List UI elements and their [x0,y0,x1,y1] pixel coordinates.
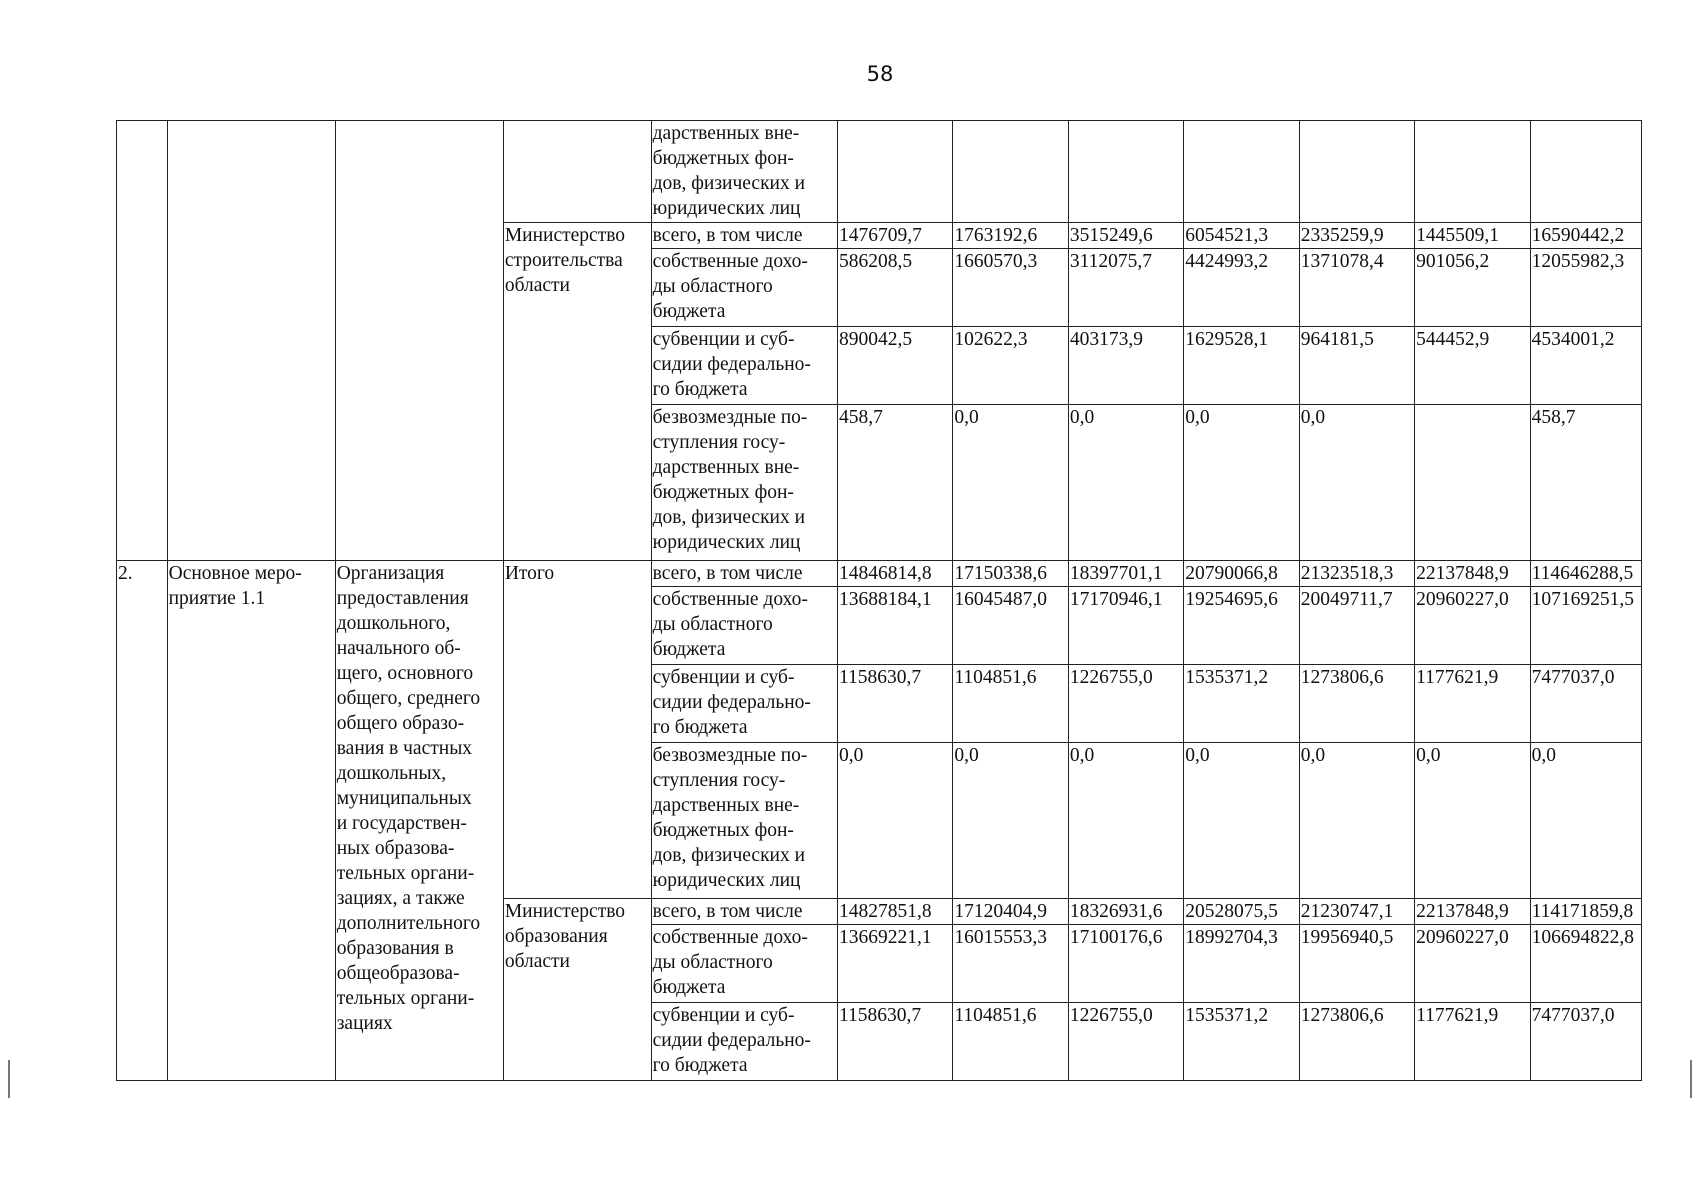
value-cell: 21323518,3 [1299,561,1414,587]
item-description-line: зациях [336,1013,393,1034]
source-cell [651,587,837,665]
value-cell: 17170946,1 [1068,587,1183,665]
value-cell [837,121,952,223]
value-cell: 1629528,1 [1184,327,1299,405]
source-cell-line: го бюджета [652,379,748,400]
executor-ministry-construction-line: Министерство [504,225,626,246]
item-description-line: предоставления [336,588,469,609]
value-cell: 6054521,3 [1184,223,1299,249]
source-cell-line: юридических лиц [652,198,801,219]
source-cell-line: сидии федерально- [652,692,811,713]
value-cell: 17100176,6 [1068,925,1183,1003]
number-cell [117,121,168,561]
executor-ministry-construction-line: строительства [504,250,623,271]
value-cell: 1273806,6 [1299,1003,1414,1081]
value-cell: 3112075,7 [1068,249,1183,327]
value-cell: 102622,3 [953,327,1068,405]
value-cell: 18326931,6 [1068,899,1183,925]
value-cell: 14827851,8 [837,899,952,925]
source-cell-line: субвенции и суб- [652,329,795,350]
value-cell: 16045487,0 [953,587,1068,665]
source-cell-line: бюджетных фон- [652,820,794,841]
value-cell: 1226755,0 [1068,665,1183,743]
executor-ministry-education-line: области [504,951,570,972]
value-cell: 1158630,7 [837,665,952,743]
source-cell-line: бюджетных фон- [652,482,794,503]
value-cell: 1177621,9 [1415,1003,1530,1081]
value-cell: 0,0 [1299,405,1414,561]
value-cell: 544452,9 [1415,327,1530,405]
item-description-line: общего, среднего [336,688,481,709]
source-cell-line: бюджета [652,639,726,660]
item-description-line: Организация [336,563,445,584]
table-row [117,121,1642,223]
source-cell-line: бюджетных фон- [652,148,794,169]
source-cell-line: го бюджета [652,1055,748,1076]
value-cell: 17120404,9 [953,899,1068,925]
value-cell: 458,7 [837,405,952,561]
value-cell: 1104851,6 [953,665,1068,743]
item-description-line: зациях, а также [336,888,465,909]
value-cell: 18397701,1 [1068,561,1183,587]
source-cell [651,223,837,249]
source-cell [651,925,837,1003]
value-cell: 890042,5 [837,327,952,405]
value-cell: 16590442,2 [1530,223,1641,249]
value-cell: 106694822,8 [1530,925,1641,1003]
item-description-line: муниципальных [336,788,472,809]
source-cell [651,405,837,561]
source-cell-line: безвозмездные по- [652,745,808,766]
source-cell-line: собственные дохо- [652,927,808,948]
source-cell [651,1003,837,1081]
page-number: 58 [866,62,894,86]
source-cell-line: дарственных вне- [652,795,800,816]
margin-mark-right [1690,1060,1692,1098]
value-cell: 12055982,3 [1530,249,1641,327]
value-cell: 0,0 [1530,743,1641,899]
value-cell: 114171859,8 [1530,899,1641,925]
executor-itogo: Итого [503,561,651,899]
source-cell-line: юридических лиц [652,870,801,891]
item-description-line: вания в частных [336,738,473,759]
measure-cell [167,121,335,561]
value-cell: 3515249,6 [1068,223,1183,249]
executor-ministry-education [503,899,651,1081]
value-cell: 0,0 [1299,743,1414,899]
value-cell: 20790066,8 [1184,561,1299,587]
value-cell: 403173,9 [1068,327,1183,405]
source-cell [651,327,837,405]
source-cell-line: дов, физических и [652,507,806,528]
executor-ministry-education-line: Министерство [504,901,626,922]
value-cell: 1226755,0 [1068,1003,1183,1081]
source-cell-line: дарственных вне- [652,457,800,478]
item-measure [167,561,335,1081]
value-cell: 14846814,8 [837,561,952,587]
value-cell [1530,121,1641,223]
source-cell-line: юридических лиц [652,532,801,553]
value-cell: 1177621,9 [1415,665,1530,743]
item-description-line: и государствен- [336,813,467,834]
source-cell-line: субвенции и суб- [652,1005,795,1026]
value-cell [1184,121,1299,223]
executor-ministry-construction [503,223,651,561]
executor-ministry-education-line: образования [504,926,608,947]
item-description-line: общего образо- [336,713,465,734]
value-cell [1415,121,1530,223]
value-cell: 20528075,5 [1184,899,1299,925]
source-cell [651,249,837,327]
value-cell: 0,0 [953,743,1068,899]
source-cell [651,899,837,925]
source-cell [651,121,837,223]
item-number: 2. [117,561,168,1081]
source-cell-line: дов, физических и [652,845,806,866]
value-cell: 2335259,9 [1299,223,1414,249]
value-cell: 19956940,5 [1299,925,1414,1003]
value-cell: 20960227,0 [1415,587,1530,665]
value-cell: 586208,5 [837,249,952,327]
value-cell: 1445509,1 [1415,223,1530,249]
value-cell: 0,0 [1068,405,1183,561]
value-cell: 1371078,4 [1299,249,1414,327]
value-cell [1299,121,1414,223]
value-cell: 1104851,6 [953,1003,1068,1081]
value-cell: 0,0 [837,743,952,899]
value-cell: 1660570,3 [953,249,1068,327]
source-cell-line: всего, в том числе [652,901,803,922]
source-cell-line: бюджета [652,977,726,998]
executor-cell [503,121,651,223]
item-description-line: тельных органи- [336,988,475,1009]
value-cell: 7477037,0 [1530,665,1641,743]
description-cell [335,121,503,561]
item-description-line: ных образова- [336,838,455,859]
source-cell-line: ды областного [652,276,773,297]
source-cell-line: всего, в том числе [652,563,803,584]
source-cell [651,665,837,743]
source-cell [651,743,837,899]
value-cell: 114646288,5 [1530,561,1641,587]
item-description [335,561,503,1081]
value-cell: 19254695,6 [1184,587,1299,665]
item-description-line: общеобразова- [336,963,460,984]
value-cell: 20049711,7 [1299,587,1414,665]
item-description-line: образования в [336,938,454,959]
value-cell: 0,0 [953,405,1068,561]
executor-ministry-construction-line: области [504,275,570,296]
value-cell: 0,0 [1184,743,1299,899]
source-cell-line: собственные дохо- [652,251,808,272]
item-description-line: дошкольных, [336,763,447,784]
value-cell: 4534001,2 [1530,327,1641,405]
value-cell: 4424993,2 [1184,249,1299,327]
funding-table [116,120,1642,1081]
margin-mark-left [8,1060,10,1098]
table-row [117,561,1642,587]
value-cell: 13688184,1 [837,587,952,665]
source-cell-line: ступления госу- [652,770,786,791]
value-cell: 0,0 [1415,743,1530,899]
value-cell: 7477037,0 [1530,1003,1641,1081]
value-cell: 22137848,9 [1415,561,1530,587]
value-cell: 1476709,7 [837,223,952,249]
value-cell: 0,0 [1068,743,1183,899]
value-cell: 22137848,9 [1415,899,1530,925]
value-cell: 13669221,1 [837,925,952,1003]
value-cell: 21230747,1 [1299,899,1414,925]
value-cell: 18992704,3 [1184,925,1299,1003]
source-cell-line: дарственных вне- [652,123,800,144]
source-cell [651,561,837,587]
value-cell: 1158630,7 [837,1003,952,1081]
value-cell [1068,121,1183,223]
source-cell-line: ды областного [652,952,773,973]
source-cell-line: ды областного [652,614,773,635]
item-measure-line: Основное меро- [168,563,302,584]
value-cell: 901056,2 [1415,249,1530,327]
item-description-line: щего, основного [336,663,474,684]
value-cell: 1763192,6 [953,223,1068,249]
value-cell: 0,0 [1184,405,1299,561]
source-cell-line: собственные дохо- [652,589,808,610]
value-cell: 20960227,0 [1415,925,1530,1003]
source-cell-line: субвенции и суб- [652,667,795,688]
source-cell-line: безвозмездные по- [652,407,808,428]
source-cell-line: дов, физических и [652,173,806,194]
source-cell-line: бюджета [652,301,726,322]
value-cell: 1535371,2 [1184,1003,1299,1081]
source-cell-line: сидии федерально- [652,1030,811,1051]
value-cell: 16015553,3 [953,925,1068,1003]
value-cell [1415,405,1530,561]
source-cell-line: ступления госу- [652,432,786,453]
value-cell: 1535371,2 [1184,665,1299,743]
item-description-line: тельных органи- [336,863,475,884]
item-measure-line: приятие 1.1 [168,588,266,609]
item-description-line: начального об- [336,638,461,659]
source-cell-line: го бюджета [652,717,748,738]
value-cell: 107169251,5 [1530,587,1641,665]
value-cell: 1273806,6 [1299,665,1414,743]
value-cell: 458,7 [1530,405,1641,561]
source-cell-line: сидии федерально- [652,354,811,375]
value-cell [953,121,1068,223]
source-cell-line: всего, в том числе [652,225,803,246]
item-description-line: дополнительного [336,913,481,934]
value-cell: 17150338,6 [953,561,1068,587]
value-cell: 964181,5 [1299,327,1414,405]
item-description-line: дошкольного, [336,613,451,634]
